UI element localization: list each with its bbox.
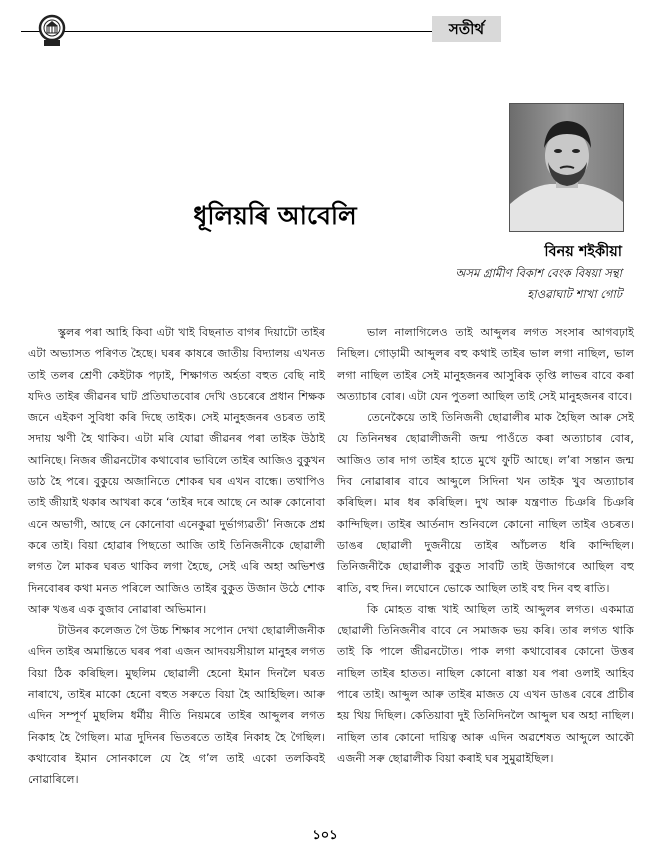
author-affiliation-line2: হাওৱাঘাট শাখা গোট [527,287,622,301]
author-name: বিনয় শইকীয়া [544,244,622,260]
byline [455,241,622,305]
page-number: ১০১ [312,828,338,843]
left-column [28,322,325,791]
paragraph: ভাল নালাগিলেও তাই আব্দুলৰ লগত সংসাৰ আগবঢ়াই নিছিল। গোড়ামী আব্দুলৰ বহু কথাই তাইৰ ভাল লগা নাছিল, ভাল লগা নাছিল তাইৰ সেই মানুহজনৰ আসুৰিক তৃপ্তি লাভৰ বাবে কৰা অত্যাচাৰ বোৰ। এটা যেন পুতলা আছিল তাই সেই মানুহজনৰ বাবে। [337,326,634,403]
author-affiliation-line1: অসম গ্ৰামীণ বিকাশ বেংক বিষয়া সন্থা [455,266,622,280]
header-rule [21,31,434,32]
article-title: ধূলিয়ৰি আবেলি [193,201,357,230]
paragraph: কি মোহত বান্ধ খাই আছিল তাই আব্দুলৰ লগত। একমাত্ৰ ছোৱালী তিনিজনীৰ বাবে নে সমাজক ভয় কৰি। তাৰ লগত থাকি তাই কি পালে জীৱনটোত। পাক লগা কথাবোৰৰ কোনো উত্তৰ নাছিল তাইৰ হাতত। নাছিল কোনো ৰাস্তা যৰ পৰা ওলাই আহিব পাৰে তাই। আব্দুল আৰু তাইৰ মাজত যে এখন ডাঙৰ বেৰে প্ৰাচীৰ হয় থিয় দিছিল। কেতিয়াবা দুই তিনিদিনলৈ আব্দুল ঘৰ অহা নাছিল। নাছিল তাৰ কোনো দায়িত্ব আৰু এদিন অৱশেষত আব্দুলে আকৌ এজনী সৰু ছোৱালীক বিয়া কৰাই ঘৰ সুমুৱাইছিল। [337,602,634,765]
right-column [337,322,634,769]
author-photo [509,103,624,232]
section-label: সতীৰ্থ [432,16,501,42]
paragraph: তেনেকৈয়ে তাই তিনিজনী ছোৱালীৰ মাক হৈছিল আৰু সেই যে তিনিনম্বৰ ছোৱালীজনী জন্ম পাওঁতে কৰা অত্যাচাৰ বোৰ, আজিও তাৰ দাগ তাইৰ হাতে মুখে ফুটি আছে। ল’ৰা সন্তান জন্ম দিব নোৱাৰাৰ বাবে আব্দুলে সিদিনা খন তাইক খুব অত্যাচাৰ কৰিছিল। মাৰ ধৰ কৰিছিল। দুখ আৰু যন্ত্ৰণাত চিঞৰি চিঞৰি কান্দিছিল। তাইৰ আৰ্তনাদ শুনিবলে কোনো নাছিল তাইৰ ওচৰত। ডাঙৰ ছোৱালী দুজনীয়ে তাইৰ আঁচলত ধৰি কান্দিছিল। তিনিজনীকৈ ছোৱালীক বুকুত সাবটি তাই উজাগৰে আছিল বহু ৰাতি, বহু দিন। লঘোনে ভোকে আছিল তাই বহু দিন বহু ৰাতি। [337,411,634,595]
paragraph: স্কুলৰ পৰা আহি কিবা এটা খাই বিছনাত বাগৰ দিয়াটো তাইৰ এটা অভ্যাসত পৰিণত হৈছে। ঘৰৰ কাষৰে জাতীয় বিদ্যালয় এখনত তাই তলৰ শ্ৰেণী কেইটাক পঢ়াই, শিক্ষাগত অৰ্হতা বহুত বেছি নাই যদিও তাইৰ জীৱনৰ ঘাট প্ৰতিঘাতবোৰ দেখি ওচৰেৰে প্ৰধান শিক্ষক জনে এইকণ সুবিধা কৰি দিছে তাইক। সেই মানুহজনৰ ওচৰত তাই সদায় ঋণী হৈ থাকিব। এটা মৰি যোৱা জীৱনৰ পৰা তাইক উঠাই আনিছে। নিজৰ জীৱনটোৰ কথাবোৰ ভাবিলে তাইৰ আজিও বুকুখন ডাঠ হৈ পৰে। বুকুয়ে অজানিতে শোকৰ ঘৰ এখন বান্ধে। তথাপিও তাই জীয়াই থকাৰ আখৰা কৰে ‘তাইৰ দৰে আছে নে আৰু কোনোবা এনে অভাগী, আছে নে কোনোবা এনেকুৱা দুৰ্ভাগ্যৱতী’ নিজকে প্ৰশ্ন কৰে তাই। বিয়া হোৱাৰ পিছতো আজি তাই তিনিজনীকে ছোৱালী লগত লৈ মাকৰ ঘৰত থাকিব লগা হৈছে, সেই এৰি অহা অভিশপ্ত দিনবোৰৰ কথা মনত পৰিলে আজিও তাইৰ বুকুত উজান উঠে শোক আৰু খঙৰ এক বুজাব নোৱাৰা অভিমান। [28,326,325,616]
paragraph: টাউনৰ কলেজত গৈ উচ্চ শিক্ষাৰ সপোন দেখা ছোৱালীজনীক এদিন তাইৰ অমান্তিতে ঘৰৰ পৰা এজন আদবয়সীয়াল মানুহৰ লগত বিয়া ঠিক কৰিছিল। মুছলিম ছোৱালী হেনো ইমান দিনলৈ ঘৰত নাৰাখে, তাইৰ মাকো হেনো বহুত সৰুতে বিয়া হৈ আহিছিল। আৰু এদিন সম্পূৰ্ণ মুছলিম ধৰ্মীয় নীতি নিয়মৰে তাইৰ আব্দুলৰ লগত নিকাহ হৈ গৈছিল। মাত্ৰ দুদিনৰ ভিতৰতে তাইৰ নিকাহ হৈ গৈছিল। কথাবোৰ ইমান সোনকালে যে হৈ গ’ল তাই একো তলকিবই নোৱাৰিলে। [28,624,325,787]
institution-emblem-icon [38,14,66,48]
